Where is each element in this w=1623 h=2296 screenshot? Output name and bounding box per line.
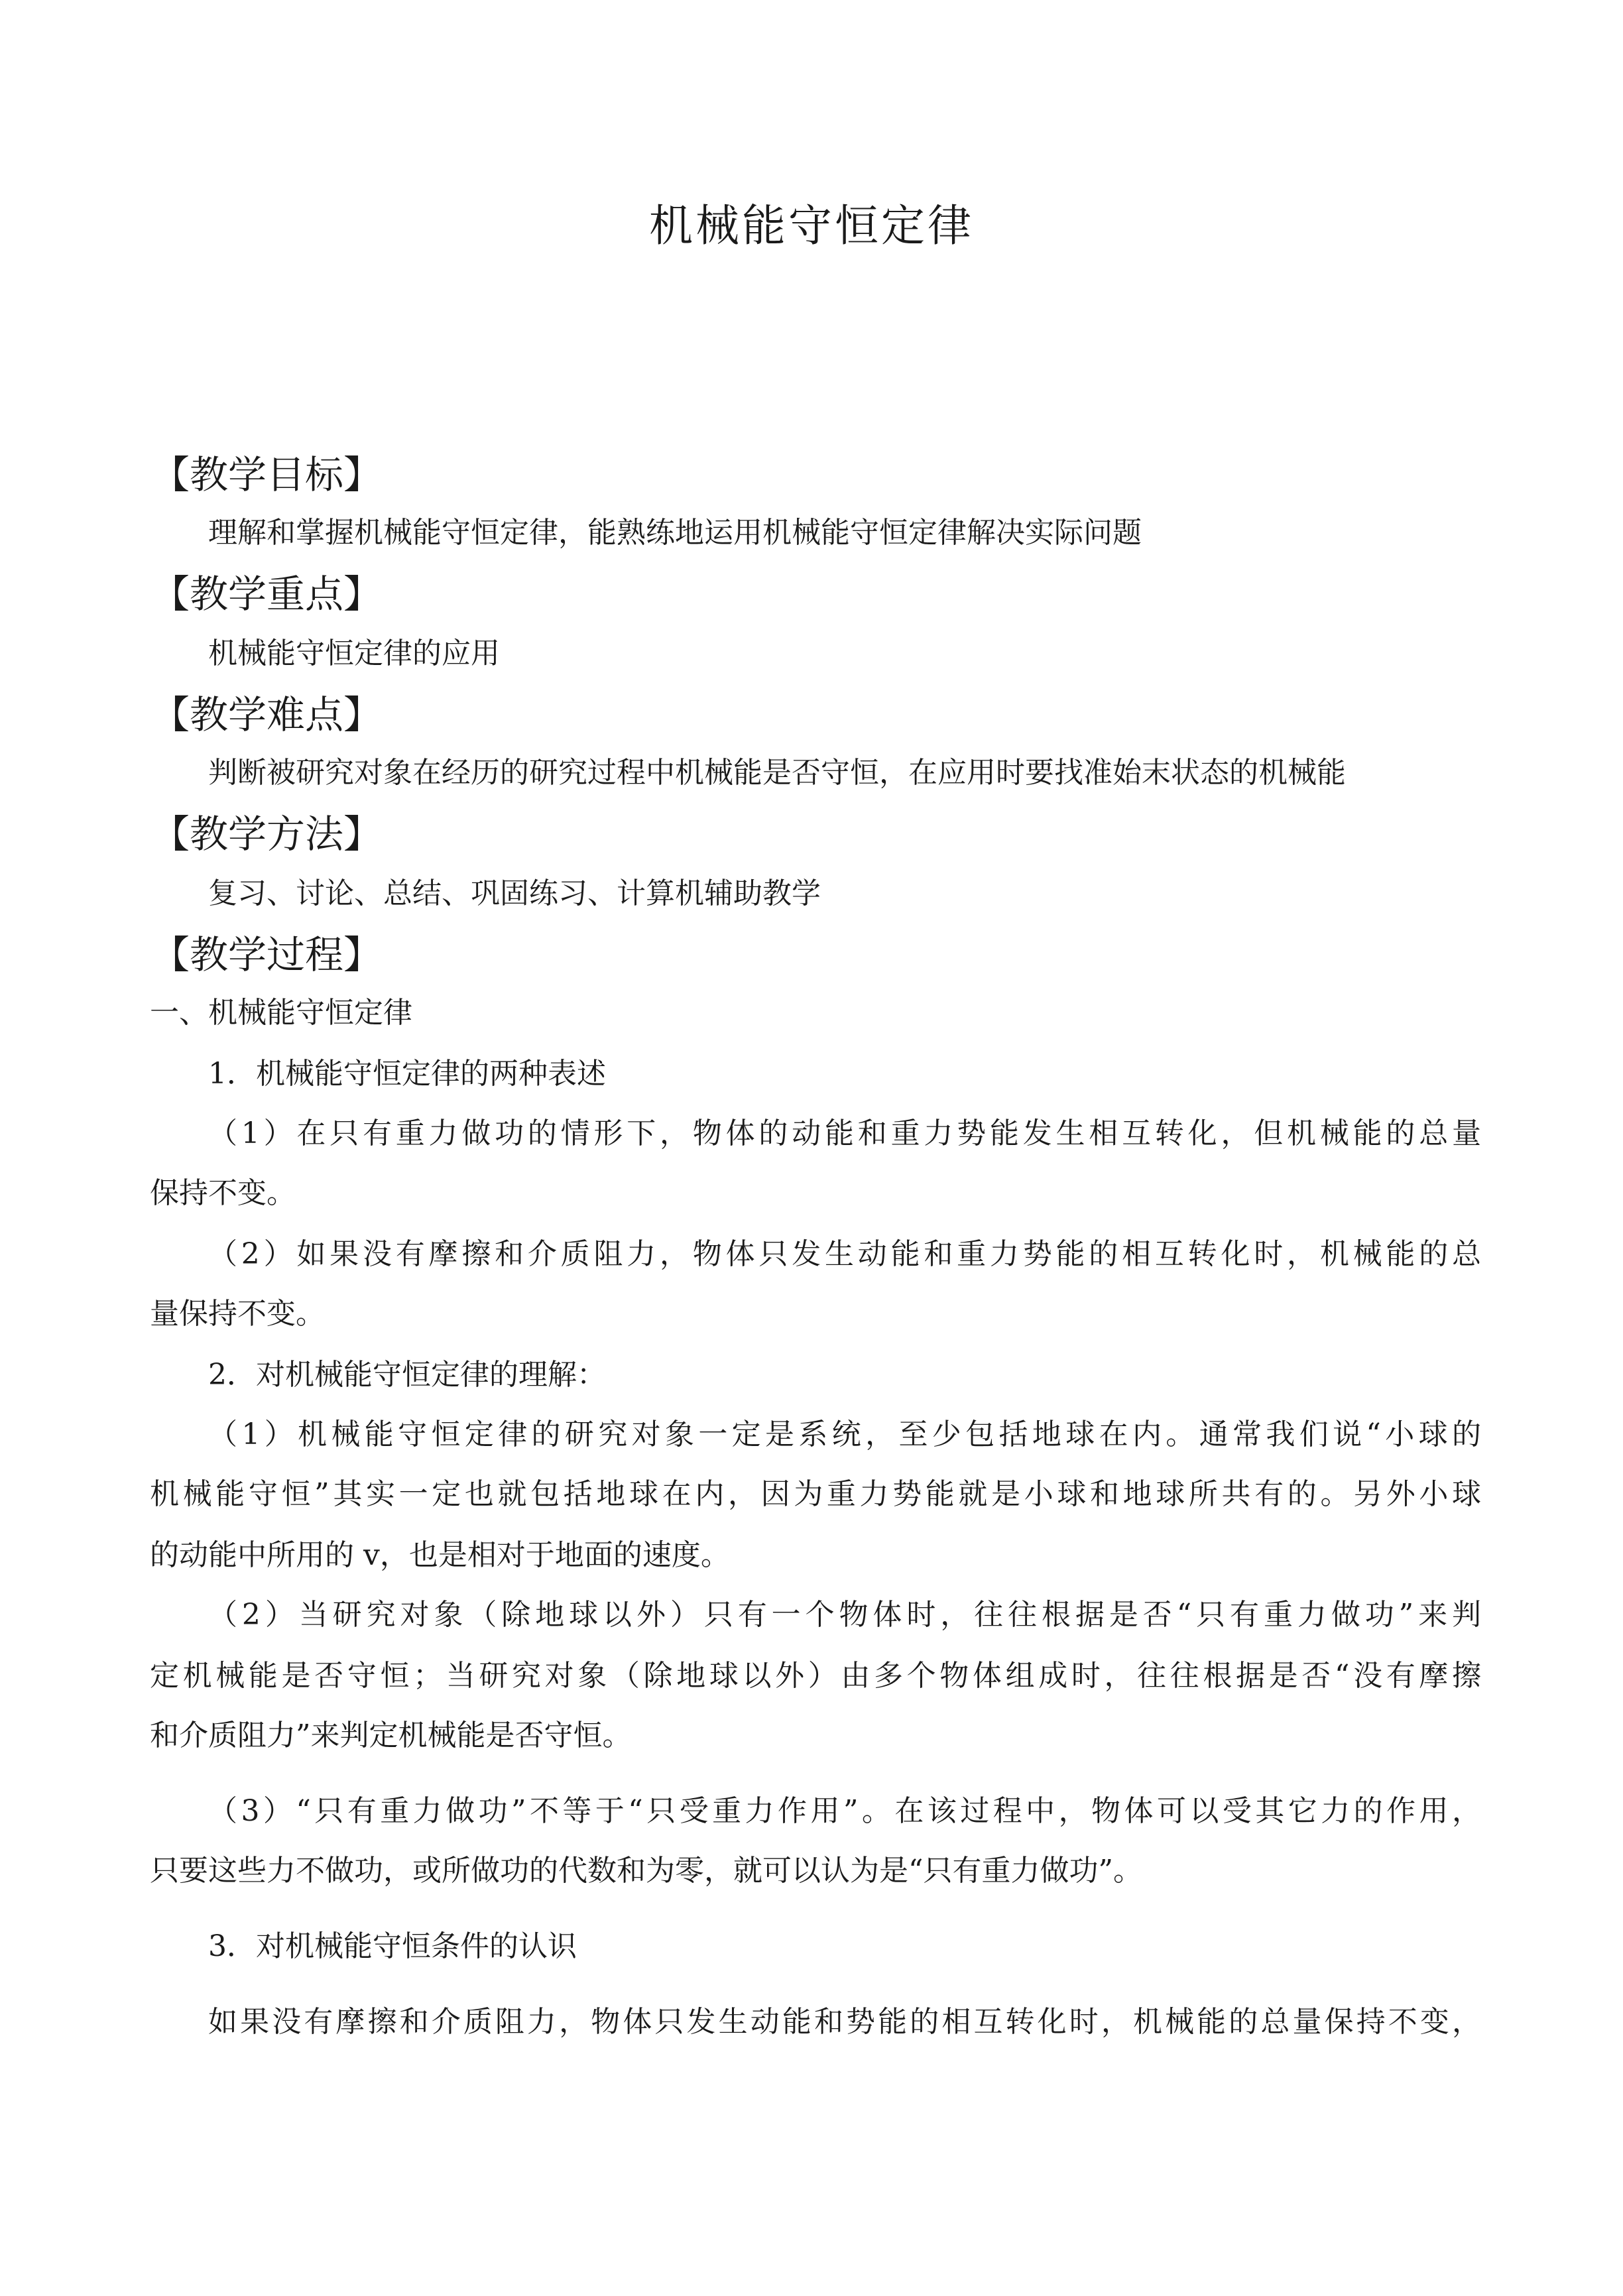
paragraph-line: （1）机械能守恒定律的研究对象一定是系统，至少包括地球在内。通常我们说“小球的 (208, 1418, 1481, 1451)
heading-methods: 【教学方法】 (151, 812, 383, 857)
paragraph-line: 保持不变。 (150, 1176, 296, 1210)
paragraph-line: 定机械能是否守恒；当研究对象（除地球以外）由多个物体组成时，往往根据是否“没有摩擦 (150, 1659, 1481, 1693)
paragraph-line: （2）当研究对象（除地球以外）只有一个物体时，往往根据是否“只有重力做功”来判 (208, 1598, 1481, 1632)
methods-text: 复习、讨论、总结、巩固练习、计算机辅助教学 (208, 876, 821, 910)
section-heading: 一、机械能守恒定律 (150, 996, 412, 1030)
paragraph-line: 和介质阻力”来判定机械能是否守恒。 (150, 1719, 632, 1752)
paragraph-line: 机械能守恒”其实一定也就包括地球在内，因为重力势能就是小球和地球所共有的。另外小球 (150, 1477, 1481, 1511)
key-points-text: 机械能守恒定律的应用 (208, 636, 500, 670)
subsection-title: 2．对机械能守恒定律的理解： (208, 1358, 606, 1392)
heading-objectives: 【教学目标】 (151, 452, 383, 497)
subsection-title: 1．机械能守恒定律的两种表述 (208, 1057, 606, 1091)
paragraph-line: 只要这些力不做功，或所做功的代数和为零，就可以认为是“只有重力做功”。 (150, 1854, 1142, 1888)
paragraph-line: （2）如果没有摩擦和介质阻力，物体只发生动能和重力势能的相互转化时，机械能的总 (208, 1237, 1481, 1271)
paragraph-line: 如果没有摩擦和介质阻力，物体只发生动能和势能的相互转化时，机械能的总量保持不变， (208, 2005, 1481, 2039)
difficulties-text: 判断被研究对象在经历的研究过程中机械能是否守恒，在应用时要找准始末状态的机械能 (208, 756, 1346, 790)
heading-difficulties: 【教学难点】 (151, 692, 383, 737)
heading-process: 【教学过程】 (151, 932, 383, 977)
subsection-title: 3．对机械能守恒条件的认识 (208, 1929, 577, 1963)
document-title: 机械能守恒定律 (649, 200, 974, 251)
paragraph-line: （1）在只有重力做功的情形下，物体的动能和重力势能发生相互转化，但机械能的总量 (208, 1117, 1481, 1150)
paragraph-line: 量保持不变。 (150, 1297, 325, 1331)
objectives-text: 理解和掌握机械能守恒定律，能熟练地运用机械能守恒定律解决实际问题 (208, 516, 1142, 550)
paragraph-line: （3）“只有重力做功”不等于“只受重力作用”。在该过程中，物体可以受其它力的作用， (208, 1794, 1481, 1828)
heading-key-points: 【教学重点】 (151, 572, 383, 617)
paragraph-line: 的动能中所用的 v，也是相对于地面的速度。 (150, 1538, 730, 1572)
